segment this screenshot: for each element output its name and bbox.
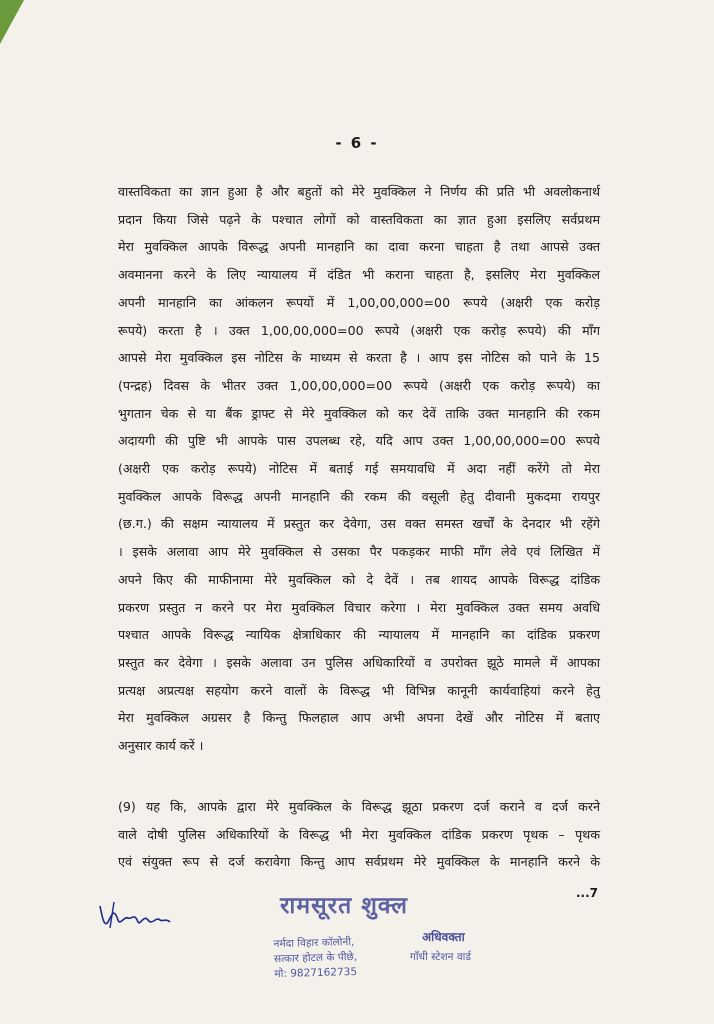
text-line: प्रत्यक्ष अप्रत्यक्ष सहयोग करने वालों के विरूद्ध भी विभिन्न कानूनी कार्यवाहियां करने हेतु — [118, 682, 600, 698]
stamp-title: अधिवक्ता — [422, 930, 465, 944]
text-line: अपने किए की माफीनामा मेरे मुवक्किल को दे देवें । तब शायद आपके विरूद्ध दांडिक — [118, 571, 600, 587]
text-line: एवं संयुक्त रूप से दर्ज करावेगा किन्तु आप सर्वप्रथम मेरे मुवक्किल के मानहानि करने के — [118, 854, 600, 870]
stamp-address — [273, 935, 357, 982]
text-line: प्रकरण प्रस्तुत न करने पर मेरा मुवक्किल विचार करेगा । मेरा मुवक्किल उक्त समय अवधि — [118, 599, 600, 615]
stamp-station: गाँधी स्टेशन वार्ड — [410, 951, 472, 963]
text-line: मुवक्किल आपके विरूद्ध अपनी मानहानि की रकम की वसूली हेतु दीवानी मुकदमा रायपुर — [118, 488, 600, 504]
signature-icon — [96, 898, 176, 938]
text-line: आपसे मेरा मुवक्किल इस नोटिस के माध्यम से करता है । आप इस नोटिस को पाने के 15 — [118, 350, 600, 366]
page-number: - 6 - — [335, 134, 379, 152]
text-line: अनुसार कार्य करें । — [118, 738, 204, 754]
text-line: पश्चात आपके विरूद्ध न्यायिक क्षेत्राधिकार की न्यायालय में मानहानि का दांडिक प्रकरण — [118, 627, 600, 643]
text-line: मेरा मुवक्किल आपके विरूद्ध अपनी मानहानि का दावा करना चाहता है तथा आपसे उक्त — [118, 239, 600, 255]
text-line: प्रदान किया जिसे पढ़ने के पश्चात लोगों को वास्तविकता का ज्ञात हुआ इसलिए सर्वप्रथम — [118, 211, 600, 227]
text-line: (छ.ग.) की सक्षम न्यायालय में प्रस्तुत कर देवेगा, उस वक्त समस्त खर्चों के देनदार भी रहेंगे — [118, 516, 600, 532]
text-line: अवमानना करने के लिए न्यायालय में दंडित भी कराना चाहता है, इसलिए मेरा मुवक्किल — [118, 267, 600, 283]
stamp-phone: मो: 9827162735 — [274, 965, 358, 981]
text-line: वास्तविकता का ज्ञान हुआ है और बहुतों को मेरे मुवक्किल ने निर्णय की प्रति भी अवलोकनार्थ — [118, 184, 600, 199]
text-line: प्रस्तुत कर देवेगा । इसके अलावा उन पुलिस अधिकारियों व उपरोक्त झूठे मामले में आपका — [118, 654, 600, 670]
text-line: अदायगी की पुष्टि भी आपके पास उपलब्ध रहे, यदि आप उक्त 1,00,00,000=00 रूपये — [118, 433, 600, 449]
text-line: अपनी मानहानि का आंकलन रूपयों में 1,00,00,000=00 रूपये (अक्षरी एक करोड़ — [118, 294, 600, 310]
advocate-stamp — [262, 888, 512, 994]
text-line: (पन्द्रह) दिवस के भीतर उक्त 1,00,00,000=00 रूपये (अक्षरी एक करोड़ रूपये) का — [118, 377, 600, 393]
stamp-address-line: सत्कार होटल के पीछे, — [273, 950, 358, 966]
stamp-address-line: नर्मदा विहार कॉलोनी, — [273, 935, 355, 951]
paragraph-main — [118, 178, 600, 760]
text-line: (9) यह कि, आपके द्वारा मेरे मुवक्किल के विरूद्ध झूठा प्रकरण दर्ज कराने व दर्ज करने — [118, 799, 600, 814]
text-line: । इसके अलावा आप मेरे मुवक्किल से उसका पैर पकड़कर माफी माँग लेवे एवं लिखित में — [118, 544, 600, 560]
text-line: वाले दोषी पुलिस अधिकारियों के विरूद्ध भी मेरा मुवक्किल दांडिक प्रकरण पृथक – पृथक — [118, 826, 600, 842]
text-line: भुगतान चेक से या बैंक ड्राफ्ट से मेरे मुवक्किल को कर देवें ताकि उक्त मानहानि की रकम — [118, 405, 600, 421]
text-line: (अक्षरी एक करोड़ रूपये) नोटिस में बताई गई समयावधि में अदा नहीं करेंगे तो मेरा — [118, 461, 600, 477]
text-line: मेरा मुवक्किल अग्रसर है किन्तु फिलहाल आप अभी अपना देखें और नोटिस में बताए — [118, 710, 600, 726]
stamp-name: रामसूरत शुक्ल — [280, 892, 408, 919]
continuation-marker: ...7 — [576, 886, 599, 900]
page-corner-mark — [0, 0, 24, 44]
text-line: रूपये) करता है । उक्त 1,00,00,000=00 रूपये (अक्षरी एक करोड़ रूपये) की माँग — [118, 322, 600, 338]
paragraph-point-9 — [118, 793, 600, 876]
